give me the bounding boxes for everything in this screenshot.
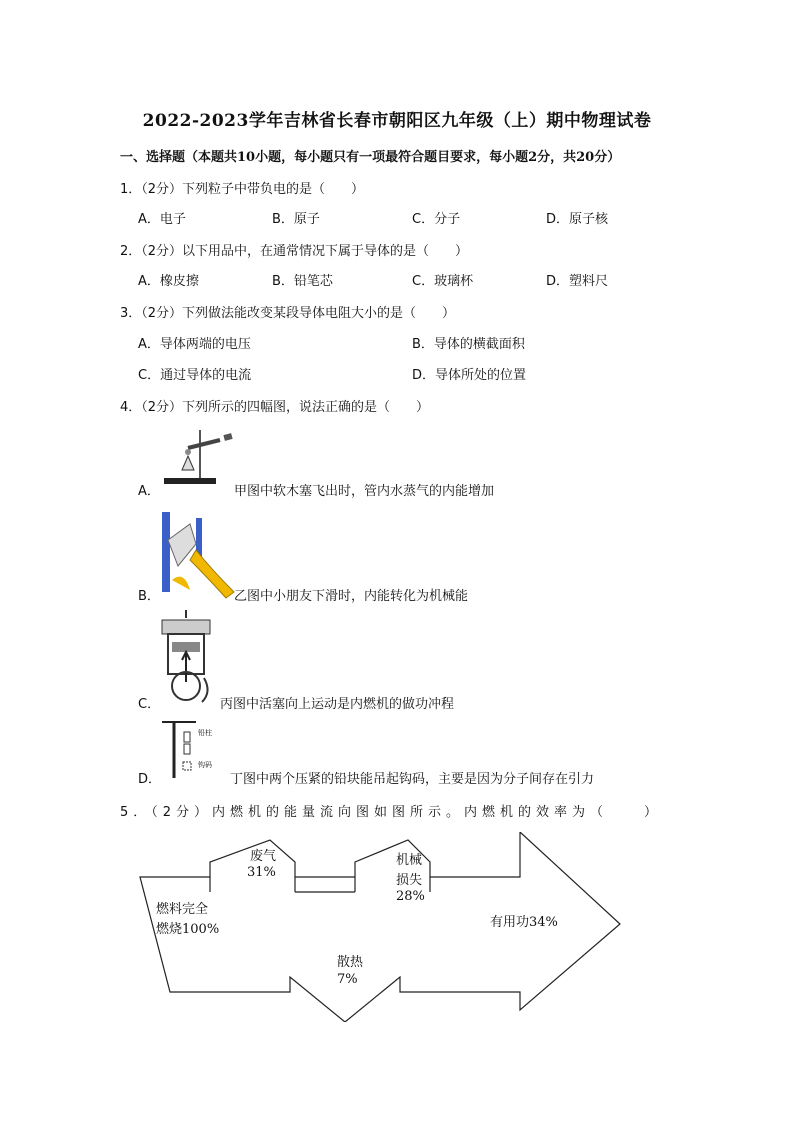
figure-d-weight-label: 钩码 [198,761,212,769]
question-1-option-d: D．原子核 [546,212,609,227]
figure-d-lead-label: 铅柱 [198,729,212,737]
question-2-option-a: A．橡皮擦 [138,274,199,289]
question-4-option-a-label: A． [138,484,160,499]
question-4-option-a-text: 甲图中软木塞飞出时，管内水蒸气的内能增加 [234,484,495,499]
question-4-option-c-text: 丙图中活塞向上运动是内燃机的做功冲程 [220,697,455,712]
question-4-option-d-text: 丁图中两个压紧的铅块能吊起钩码，主要是因为分子间存在引力 [230,772,595,787]
figure-b-slide [160,510,236,602]
figure-c-engine [156,608,222,706]
exam-title: 2022-2023学年吉林省长春市朝阳区九年级（上）期中物理试卷 [142,111,652,131]
figure-a-cork-tube [160,426,240,492]
heat-loss-label: 散热 [337,955,364,970]
question-1-option-a: A．电子 [138,212,186,227]
figure-d-diagram [160,718,200,782]
question-3-stem: 3．（2分）下列做法能改变某段导体电阻大小的是（ ） [120,306,456,321]
figure-c-rotation-arrow [202,678,208,702]
question-3-option-b: B．导体的横截面积 [412,337,525,352]
figure-c-cylinder-head [162,620,210,634]
mech-loss-label-line1: 机械 [396,853,423,868]
figure-b-slide-lower [172,577,190,590]
question-1-stem: 1．（2分）下列粒子中带负电的是（ ） [120,182,365,197]
figure-b-slide-chute [190,550,234,598]
figure-d-weight [183,762,191,770]
question-2-stem: 2．（2分）以下用品中，在通常情况下属于导体的是（ ） [120,244,469,259]
figure-a-lamp [182,456,194,470]
mech-loss-value: 28% [396,889,425,904]
exhaust-label: 废气 [250,849,277,864]
question-4-option-b-text: 乙图中小朋友下滑时，内能转化为机械能 [234,589,469,604]
question-2-option-b: B．铅笔芯 [272,274,333,289]
question-3-option-c: C．通过导体的电流 [138,368,252,383]
figure-a-flame [185,449,191,455]
useful-work-label: 有用功34% [490,915,558,930]
question-1-option-b: B．原子 [272,212,320,227]
fuel-label-line2: 燃烧100% [156,922,220,937]
question-3-option-a: A．导体两端的电压 [138,337,251,352]
figure-a-cork [223,433,232,441]
section-heading: 一、选择题（本题共10小题，每小题只有一项最符合题目要求，每小题2分，共20分） [120,150,621,165]
question-3-option-d: D．导体所处的位置 [412,368,527,383]
figure-a-stand-base [164,478,216,484]
figure-b-ladder-left [162,512,170,592]
fuel-label-line1: 燃料完全 [156,902,209,917]
question-1-option-c: C．分子 [412,212,461,227]
question-4-option-c-label: C． [138,697,161,712]
heat-loss-value: 7% [337,972,358,987]
question-4-option-b-label: B． [138,589,160,604]
mech-loss-label-line2: 损失 [396,873,423,888]
figure-d-lead-blocks [160,718,240,782]
question-2-option-c: C．玻璃杯 [412,274,474,289]
figure-d-lead-lower [184,744,190,754]
question-2-option-d: D．塑料尺 [546,274,609,289]
figure-d-lead-upper [184,732,190,742]
figure-a-test-tube [188,440,220,448]
question-4-stem: 4．（2分）下列所示的四幅图，说法正确的是（ ） [120,400,430,415]
exhaust-value: 31% [247,865,276,880]
question-4-option-d-label: D． [138,772,162,787]
question-5-stem: 5．（2分）内燃机的能量流向图如图所示。内燃机的效率为（ ） [120,805,663,820]
